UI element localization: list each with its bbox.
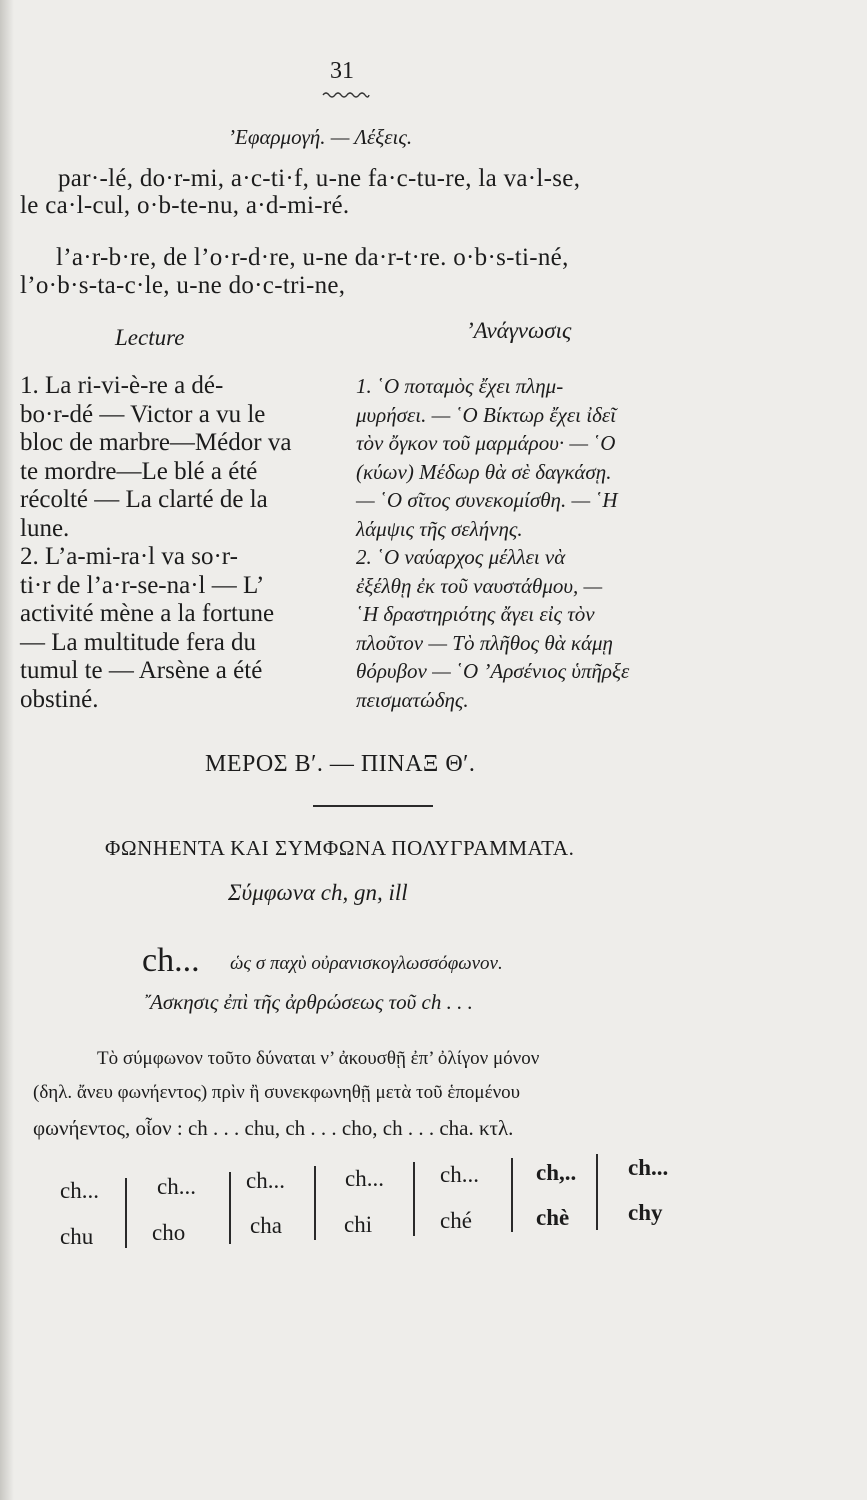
greek-line: 1. ῾Ο ποταμὸς ἔχει πλημ- [356, 374, 564, 398]
greek-reading-column [356, 372, 696, 714]
lecture-heading-french: Lecture [115, 325, 185, 350]
table-divider [413, 1162, 415, 1236]
greek-line: τὸν ὄγκον τοῦ μαρμάρου· — ῾Ο [356, 431, 616, 455]
table-cell: cha [250, 1213, 282, 1238]
greek-line: μυρήσει. — ῾Ο Βίκτωρ ἔχει ἰδεῖ [356, 402, 616, 427]
page-edge-shadow [0, 0, 14, 1500]
table-cell: ch... [345, 1166, 384, 1191]
greek-line: πεισματώδης. [356, 687, 469, 712]
table-cell: chi [344, 1212, 373, 1237]
syllable-line: le ca·l-cul, o·b-te-nu, a·d-mi-ré. [20, 192, 350, 219]
table-cell: ch... [246, 1168, 285, 1193]
page-number: 31 [330, 58, 354, 84]
ch-description: ὡς σ παχὺ οὐρανισκογλωσσόφωνον. [230, 953, 503, 974]
french-line: activité mène a la fortune [20, 600, 275, 627]
french-line: obstiné. [20, 685, 99, 713]
french-line: te mordre—Le blé a été [20, 457, 258, 485]
table-cell: ché [440, 1208, 472, 1233]
greek-line: 2. ῾Ο ναύαρχος μέλλει νὰ [356, 545, 566, 569]
greek-line: πλοῦτον — Τὸ πλῆθος θὰ κάμῃ [356, 630, 613, 655]
french-line: ti·r de l’a·r-se-na·l — L’ [20, 571, 265, 599]
table-divider [596, 1154, 598, 1230]
table-cell: chè [536, 1205, 570, 1230]
syllable-line: l’o·b·s-ta-c·le, u-ne do·c-tri-ne, [20, 272, 346, 299]
divider-rule [313, 805, 433, 807]
table-divider [314, 1166, 316, 1240]
table-divider [229, 1172, 231, 1244]
french-line: — La multitude fera du [20, 628, 257, 656]
subtitle: Σύμφωνα ch, gn, ill [228, 880, 408, 905]
paragraph-line: (δηλ. ἄνευ φωνήεντος) πρὶν ἢ συνεκφωνηθῇ μετὰ τοῦ ἑπομένου [33, 1082, 521, 1103]
ornament-icon [322, 90, 370, 100]
table-cell: chu [60, 1224, 94, 1249]
syllable-line: par·-lé, do·r-mi, a·c-ti·f, u-ne fa·c-tu-re, la va·l-se, [58, 165, 581, 192]
table-cell: cho [152, 1220, 186, 1245]
greek-line: ῾Η δραστηριότης ἄγει εἰς τὸν [356, 602, 595, 626]
syllable-line: l’a·r-b·re, de l’o·r-d·re, u-ne da·r-t·re. o·b·s-ti-né, [56, 244, 569, 271]
table-divider [125, 1178, 127, 1248]
ch-label: ch... [142, 942, 200, 979]
table-cell: ch... [628, 1155, 669, 1180]
french-line: récolté — La clarté de la [20, 486, 268, 513]
table-cell: ch... [157, 1174, 196, 1199]
greek-line: (κύων) Μέδωρ θὰ σὲ δαγκάσῃ. [356, 459, 612, 484]
subheading: ΦΩΝΗΕΝΤΑ ΚΑΙ ΣΥΜΦΩΝΑ ΠΟΛΥΓΡΑΜΜΑΤΑ. [105, 836, 575, 860]
paragraph-line: φωνήεντος, οἷον : ch . . . chu, ch . . . cho, ch . . . cha. κτλ. [33, 1116, 514, 1140]
french-line: 1. La ri-vi-è-re a dé- [20, 372, 224, 399]
table-cell: chy [628, 1200, 663, 1225]
greek-line: λάμψις τῆς σελήνης. [356, 516, 523, 541]
greek-line: — ῾Ο σῖτος συνεκομίσθη. — ῾Η [356, 488, 618, 512]
french-line: 2. L’a-mi-ra·l va so·r- [20, 543, 238, 570]
french-reading-column [20, 372, 340, 714]
paragraph-line: Τὸ σύμφωνον τοῦτο δύναται ν’ ἀκουσθῇ ἐπ’ ὀλίγον μόνον [97, 1048, 540, 1069]
part-heading: ΜΕΡΟΣ Β′. — ΠΙΝΑΞ Θ′. [205, 751, 476, 777]
greek-line: ἐξέλθῃ ἐκ τοῦ ναυστάθμου, — [356, 573, 603, 598]
table-divider [511, 1158, 513, 1232]
french-line: bloc de marbre—Médor va [20, 429, 292, 456]
french-line: bo·r-dé — Victor a vu le [20, 400, 266, 428]
table-cell: ch... [60, 1178, 99, 1203]
french-line: tumul te — Arsène a été [20, 657, 263, 684]
table-cell: ch,.. [536, 1160, 577, 1185]
exercise-title: ῎Ασκησις ἐπὶ τῆς ἀρθρώσεως τοῦ ch . . . [143, 990, 473, 1014]
table-cell: ch... [440, 1162, 479, 1187]
french-line: lune. [20, 514, 70, 542]
greek-line: θόρυβον — ῾Ο ’Αρσένιος ὑπῆρξε [356, 659, 630, 683]
section-title: ’Εφαρμογή. — Λέξεις. [228, 125, 413, 149]
lecture-heading-greek: ’Ανάγνωσις [466, 318, 572, 343]
